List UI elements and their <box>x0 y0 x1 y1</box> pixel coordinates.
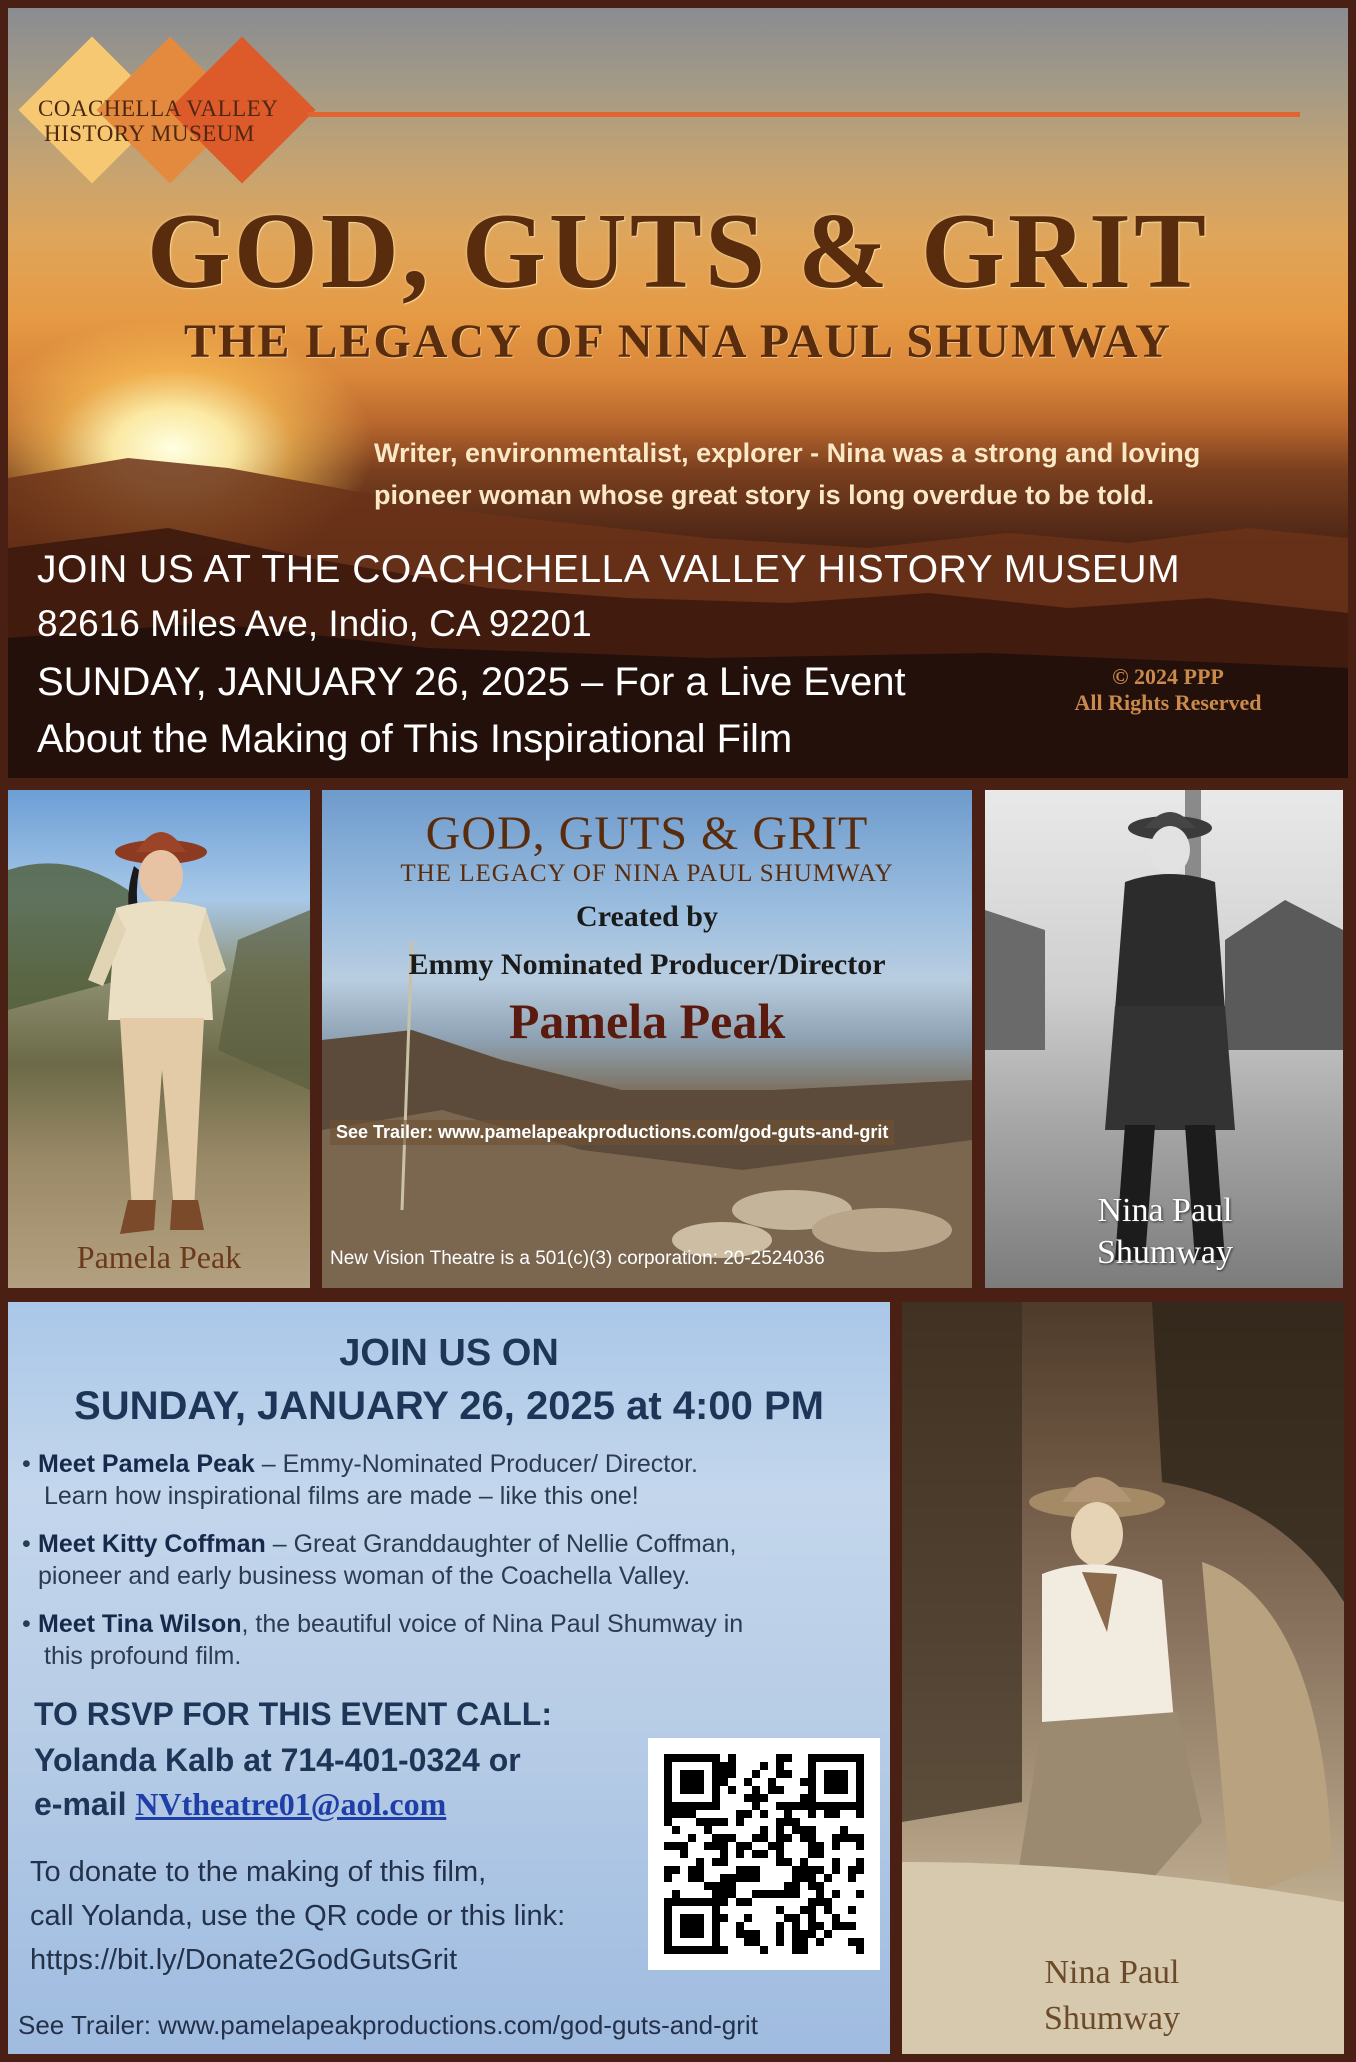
event-address: 82616 Miles Ave, Indio, CA 92201 <box>37 603 592 644</box>
museum-logo-text <box>38 96 338 146</box>
nina-photo-seated <box>902 1302 1344 2054</box>
logo-line-1: COACHELLA VALLEY <box>38 96 279 121</box>
nina-caption-2-line-1: Nina Paul <box>1044 1954 1180 1991</box>
nina-photo-standing <box>985 790 1343 1288</box>
donate-line-2: call Yolanda, use the QR code or this link: <box>30 1900 566 1932</box>
hero-banner <box>8 8 1348 778</box>
guest-name: Meet Pamela Peak <box>38 1450 255 1478</box>
pamela-photo <box>8 790 310 1288</box>
guest-desc-cont: Learn how inspirational films are made – like this one! <box>44 1482 639 1510</box>
qr-code-graphic <box>648 1738 880 1970</box>
emmy-label: Emmy Nominated Producer/Director <box>408 948 886 981</box>
guest-item <box>22 1448 882 1512</box>
film-title-card <box>322 790 972 1288</box>
guest-desc-cont: pioneer and early business woman of the Coachella Valley. <box>38 1562 691 1590</box>
nina-caption-2 <box>1012 1950 1212 2042</box>
bottom-trailer-link[interactable]: See Trailer: www.pamelapeakproductions.com/god-guts-and-grit <box>18 2010 758 2040</box>
copyright-notice <box>1028 664 1308 716</box>
nina-caption-1 <box>1045 1190 1285 1274</box>
pamela-figure <box>8 790 310 1288</box>
join-heading: JOIN US AT THE COACHCHELLA VALLEY HISTORY MUSEUM <box>37 548 1181 591</box>
rsvp-heading: TO RSVP FOR THIS EVENT CALL: <box>34 1696 552 1732</box>
tagline-line-2: pioneer woman whose great story is long overdue to be told. <box>374 480 1155 510</box>
donate-link[interactable]: https://bit.ly/Donate2GodGutsGrit <box>30 1944 458 1976</box>
rsvp-email-prefix: e-mail <box>34 1786 136 1822</box>
tagline-line-1: Writer, environmentalist, explorer - Nina was a strong and loving <box>374 438 1201 468</box>
qr-code[interactable] <box>648 1738 880 1970</box>
donate-text <box>30 1850 650 1982</box>
card-trailer-link[interactable]: See Trailer: www.pamelapeakproductions.com/god-guts-and-grit <box>330 1120 894 1145</box>
info-date-time: SUNDAY, JANUARY 26, 2025 at 4:00 PM <box>74 1384 824 1428</box>
donate-line-1: To donate to the making of this film, <box>30 1856 487 1888</box>
card-subtitle: THE LEGACY OF NINA PAUL SHUMWAY <box>400 860 894 887</box>
main-title: GOD, GUTS & GRIT <box>146 192 1210 311</box>
guest-desc: , the beautiful voice of Nina Paul Shumway in <box>241 1610 744 1638</box>
nina-caption-2-line-2: Shumway <box>1044 2000 1180 2037</box>
pamela-caption: Pamela Peak <box>76 1239 242 1275</box>
info-join-heading: JOIN US ON <box>339 1332 559 1374</box>
nonprofit-notice: New Vision Theatre is a 501(c)(3) corporation: 20-2524036 <box>330 1248 825 1269</box>
guest-desc: – Emmy-Nominated Producer/ Director. <box>254 1450 698 1478</box>
nina-caption-1-line-2: Shumway <box>1097 1234 1233 1271</box>
main-subtitle: THE LEGACY OF NINA PAUL SHUMWAY <box>184 315 1172 368</box>
bullet-icon: • <box>22 1450 31 1478</box>
rsvp-phone: Yolanda Kalb at 714-401-0324 or <box>34 1742 521 1778</box>
logo-line-2: HISTORY MUSEUM <box>44 121 255 146</box>
logo-rule <box>308 112 1300 117</box>
guest-item <box>22 1608 882 1672</box>
event-info-panel <box>8 1302 890 2054</box>
created-by-label: Created by <box>576 900 718 933</box>
guest-name: Meet Kitty Coffman <box>38 1530 266 1558</box>
guest-desc-cont: this profound film. <box>44 1642 242 1670</box>
nina-seated-figure <box>902 1302 1344 2054</box>
rsvp-email-link[interactable]: NVtheatre01@aol.com <box>135 1786 447 1822</box>
nina-caption-1-line-1: Nina Paul <box>1097 1192 1233 1229</box>
copyright-line-1: © 2024 PPP <box>1112 664 1224 689</box>
event-making-line: About the Making of This Inspirational Film <box>37 717 793 761</box>
museum-logo <box>14 30 314 190</box>
tagline <box>374 432 1344 516</box>
producer-name: Pamela Peak <box>508 993 786 1049</box>
guest-item <box>22 1528 882 1592</box>
bullet-icon: • <box>22 1530 31 1558</box>
card-title: GOD, GUTS & GRIT <box>425 807 869 860</box>
guest-name: Meet Tina Wilson <box>38 1610 242 1638</box>
copyright-line-2: All Rights Reserved <box>1074 690 1262 715</box>
rsvp-email-line <box>34 1786 446 1823</box>
bullet-icon: • <box>22 1610 31 1638</box>
event-date-line: SUNDAY, JANUARY 26, 2025 – For a Live Event <box>37 660 906 704</box>
guest-desc: – Great Granddaughter of Nellie Coffman, <box>265 1530 737 1558</box>
guest-list <box>22 1448 882 1688</box>
